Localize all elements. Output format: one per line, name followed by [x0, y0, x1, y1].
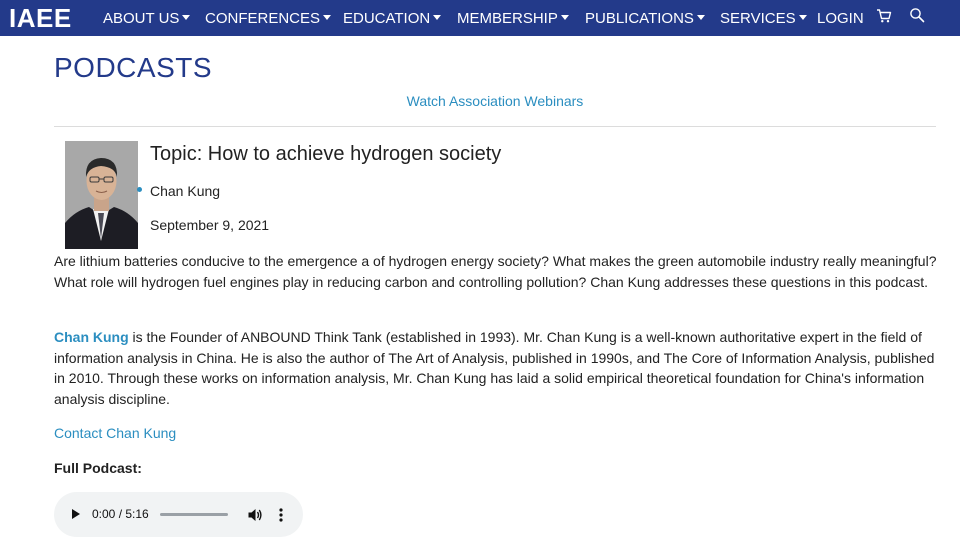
bullet-icon	[137, 187, 142, 192]
top-navbar	[0, 0, 960, 36]
nav-publications[interactable]	[585, 10, 705, 27]
full-podcast-label: Full Podcast:	[54, 460, 142, 476]
podcast-author: Chan Kung	[150, 183, 221, 199]
chevron-down-icon	[561, 15, 569, 20]
nav-login-label: LOGIN	[817, 10, 864, 27]
nav-services[interactable]	[720, 10, 807, 27]
podcast-description: Are lithium batteries conducive to the emergence a of hydrogen energy society? What makes the green automobile industry really meaningful? What role will hydrogen fuel engines play in reducing carbon and controlling pollution? Chan Kung addresses these questions in this podcast.	[54, 253, 937, 290]
author-bio-link[interactable]: Chan Kung	[54, 329, 129, 345]
nav-about-us-label: ABOUT US	[103, 10, 180, 27]
author-bio	[54, 327, 944, 409]
play-icon[interactable]	[72, 509, 80, 519]
author-bio-text: is the Founder of ANBOUND Think Tank (established in 1993). Mr. Chan Kung is a well-known authoritative expert in the field of information analysis in China. He is also the author of The Art of Analysis, published in 1990s, and The Core of Information Analysis, published in 2010. Through these works on information analysis, Mr. Chan Kung has laid a solid empirical theoretical foundation for China's information analysis discipline.	[54, 329, 935, 407]
audio-progress-bar[interactable]	[160, 513, 228, 516]
contact-author-link[interactable]: Contact Chan Kung	[54, 425, 177, 441]
nav-education[interactable]	[343, 10, 441, 27]
nav-services-label: SERVICES	[720, 10, 796, 27]
nav-membership-label: MEMBERSHIP	[457, 10, 558, 27]
page-title: PODCASTS	[54, 52, 213, 83]
more-options-icon[interactable]	[278, 507, 284, 523]
iaee-logo[interactable]: IAEE	[9, 3, 72, 33]
nav-about-us[interactable]	[103, 10, 190, 27]
nav-login[interactable]	[817, 10, 864, 27]
nav-publications-label: PUBLICATIONS	[585, 10, 694, 27]
cart-icon[interactable]	[876, 8, 892, 24]
podcast-date: September 9, 2021	[150, 217, 270, 233]
nav-education-label: EDUCATION	[343, 10, 431, 27]
chevron-down-icon	[697, 15, 705, 20]
audio-player	[54, 492, 303, 537]
author-photo	[65, 141, 138, 249]
search-icon[interactable]	[909, 7, 925, 23]
audio-time: 0:00 / 5:16	[92, 507, 149, 521]
chevron-down-icon	[182, 15, 190, 20]
podcast-topic: Topic: How to achieve hydrogen society	[150, 143, 502, 165]
nav-membership[interactable]	[457, 10, 569, 27]
chevron-down-icon	[799, 15, 807, 20]
watch-webinars-link[interactable]: Watch Association Webinars	[406, 93, 584, 109]
volume-icon[interactable]	[247, 507, 263, 523]
header-divider	[54, 126, 936, 127]
chevron-down-icon	[433, 15, 441, 20]
nav-conferences[interactable]	[205, 10, 331, 27]
nav-conferences-label: CONFERENCES	[205, 10, 321, 27]
chevron-down-icon	[323, 15, 331, 20]
